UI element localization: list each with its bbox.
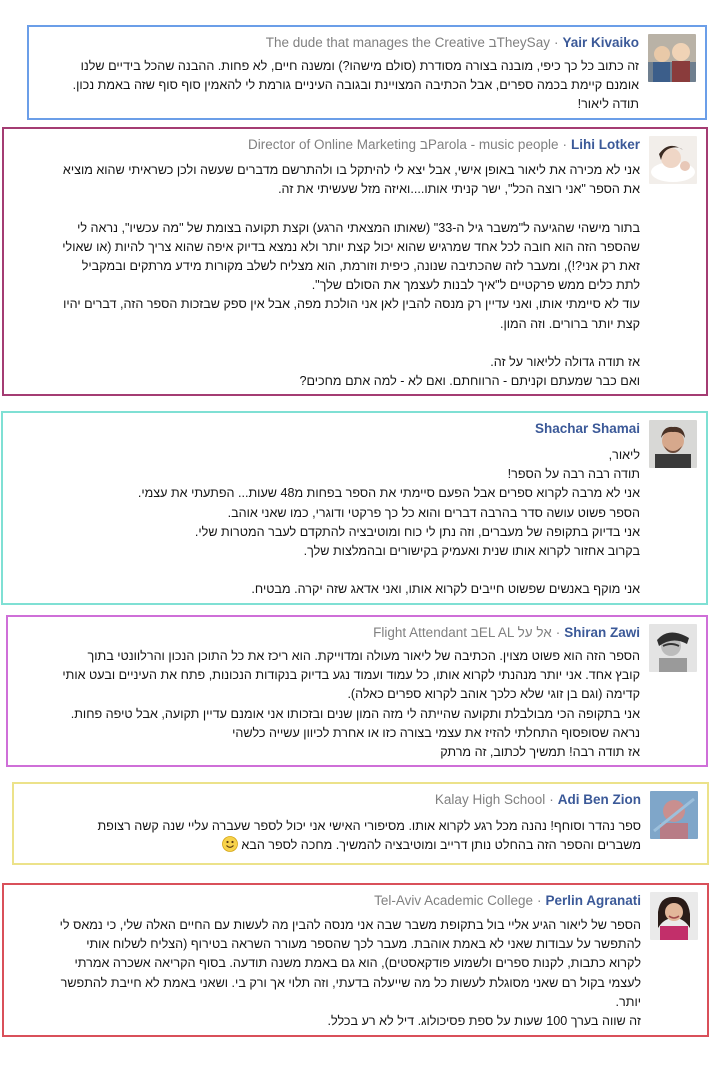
avatar[interactable]	[649, 420, 697, 468]
blank-line	[62, 334, 640, 353]
text-line: אני לא מכירה את ליאור באופן אישי, אבל יצא לי להיתקל בו ולהתרשם מדברים שעשה ולכן כשראיתי שהוא מוציא	[62, 163, 640, 177]
text-line: נראה שסופסוף התחלתי להזיז את עצמי בצורה כזו או אחרת לכיוון עשייה כלשהי	[232, 725, 640, 740]
avatar[interactable]	[649, 624, 697, 672]
blank-line	[138, 561, 640, 580]
author-role: Flight Attendant בEL AL אל על	[373, 625, 552, 640]
text-line: משברים והספר הזה בהחלט נותן דרייב ומוטיבציה להמשיך. מחכה לספר הבא	[241, 838, 641, 853]
text-line: הספר הזה הוא פשוט מצוין. הכתיבה של ליאור מעולה ומדוייקת. הוא ריכז את כל התוכן הנכון והרלוונטי בתוך	[87, 649, 640, 663]
separator: ·	[555, 625, 561, 640]
testimonial-text	[62, 647, 640, 762]
testimonial-card	[2, 883, 709, 1037]
author-line	[373, 624, 640, 642]
blank-line	[62, 199, 640, 218]
testimonial-text	[73, 57, 639, 115]
text-line: הספר פשוט עושה סדר בהרבה דברים והוא כל כך פרקטי ודוגרי, כמו שאני אוהב.	[227, 505, 640, 520]
avatar[interactable]	[649, 136, 697, 184]
author-line	[535, 420, 640, 438]
text-line: אז תודה גדולה לליאור על זה.	[490, 355, 640, 369]
author-role: Tel-Aviv Academic College	[374, 893, 533, 908]
text-line: להתפשר על עבודות שאני לא באמת אוהבת. מעבר לכך שהספר מעורר השראה בטירוף (הצליח לשלוח אותי	[86, 937, 641, 952]
text-line: זה שווה בערך 100 שעות על ספת פסיכולוג. דיל לא רע בכלל.	[327, 1014, 641, 1029]
text-line: זה כתוב כל כך כיפי, מובנה בצורה מסודרת (סולם מישהו?) ומשנה חיים, לא פחות. ההבנה שהכל בידיים שלנו	[80, 59, 639, 73]
author-name[interactable]: Lihi Lotker	[570, 137, 640, 152]
author-line	[435, 791, 641, 809]
text-line: ואם כבר שמעתם וקניתם - הרווחתם. ואם לא - למה אתם מחכים?	[299, 374, 640, 389]
text-line: אומנם קיימת בכמה ספרים, אבל הכתיבה המצויינת ובגובה העיניים גורמת לי להאמין סוף סוף שזה באמת נכון.	[72, 78, 639, 93]
testimonial-card	[27, 25, 707, 120]
text-line: אני בדיוק בתקופה של מעברים, וזה נתן לי כוח ומוטיבציה להתקדם לעבר המטרות שלי.	[194, 524, 640, 539]
author-line	[248, 136, 640, 154]
avatar[interactable]	[650, 791, 698, 839]
author-name[interactable]: Shiran Zawi	[564, 625, 640, 640]
text-line: הספר של ליאור הגיע אליי בול בתקופת משבר שבה אני מנסה להבין מה לעשות עם החיים האלה שלי, כי נמאס לי	[59, 918, 641, 932]
author-name[interactable]: Shachar Shamai	[534, 421, 640, 436]
testimonial-text	[62, 161, 640, 391]
smiley-icon	[222, 836, 238, 852]
author-role: Kalay High School	[434, 792, 546, 807]
author-role: The dude that manages the Creative בTheySay	[265, 35, 550, 50]
separator: ·	[553, 35, 559, 50]
separator: ·	[562, 137, 567, 152]
author-role: Director of Online Marketing בParola - music people	[248, 137, 559, 152]
testimonial-card	[6, 615, 708, 767]
text-line: קדימה (וגם בן זוגי שלא כלכך אוהב לקרוא ספרים כאלה).	[347, 687, 640, 702]
text-line: אז תודה רבה! תמשיך לכתוב, זה מרתק	[440, 745, 640, 760]
testimonial-card	[1, 411, 708, 605]
separator: ·	[549, 792, 554, 807]
text-line: תודה רבה רבה על הספר!	[507, 467, 640, 482]
text-line: אני לא מרבה לקרוא ספרים אבל הפעם סיימתי את הספר בפחות מ48 שעות... הפתעתי את עצמי.	[137, 486, 640, 501]
text-line: לתת כלים ממש פרקטיים ל"איך לבנות לעצמך את הסולם שלך".	[311, 278, 640, 293]
text-line: תודה ליאור!	[577, 97, 639, 112]
testimonial-card	[12, 782, 709, 865]
text-line: ליאור,	[608, 448, 640, 462]
author-line	[374, 892, 641, 910]
text-line: עוד לא סיימתי אותו, ואני עדיין רק מנסה להבין לאן אני הולכת מפה, אבל אין ספק שבזכות הספר הזה, דברים יהיו	[63, 297, 640, 312]
text-line: זאת רק אני?!), ומעבר לזה שהכתיבה שנונה, כיפית וזורמת, הוא מצליח לשלב מקורות מידע מרתקים ובמקביל	[81, 259, 640, 273]
text-line: לקרוא כתבות, לקנות ספרים ולשמוע פודקאסטים), הוא גם באמת משנה תודעה. בסוף הקריאה אשכרה אמרתי	[74, 956, 641, 971]
avatar[interactable]	[648, 34, 696, 82]
text-line: בתור מישהי שהגיעה ל"משבר גיל ה-33" (שאותו המצאתי הרגע) וקצת תקועה בצומת של "מה עכשיו", נראה לי	[77, 220, 640, 235]
author-line	[266, 34, 639, 52]
author-name[interactable]: Yair Kivaiko	[562, 35, 639, 50]
testimonial-text	[60, 916, 641, 1031]
text-line: שהספר הזה הוא חובה לכל אחד שמרגיש שהוא יכול קצת יותר ולא נמצא בדיוק איפה שהוא צריך להיות (או שאולי	[62, 239, 640, 254]
testimonial-text	[138, 446, 640, 600]
author-name[interactable]: Adi Ben Zion	[557, 792, 641, 807]
text-line: ספר נהדר וסוחף! נהנה מכל רגע לקרוא אותו. מסיפורי האישי אני יכול לספר שעברה עליי שנה קשה רצופת	[97, 819, 641, 833]
text-line: קובץ אחד. אני יותר מנהנתי לקרוא אותו, כל עמוד ועמוד נגע בדיוק בנקודות הנכונות, פתח את העיניים ובעט אותי	[62, 668, 640, 683]
text-line: קצת יותר ברורים. וזה המון.	[499, 316, 640, 331]
text-line: אני בתקופה הכי מבולבלת ותקועה שהייתה לי מזה המון שנים ובזכותו אני אומנם עדיין תקועה, אבל טיפה פחות.	[70, 706, 640, 721]
text-line: לעצמי בקול רם שאני מסוגלת לעשות כל מה שייעלה בדעתי, וזה תלוי אך ורק בי. ושאני באמת לא חייבת להתפשר	[60, 975, 641, 990]
separator: ·	[536, 893, 542, 908]
text-line: אני מוקף באנשים שפשוט חייבים לקרוא אותו, ואני אדאג שזה יקרה. מבטיח.	[251, 582, 640, 597]
text-line: את הספר "אני רוצה הכל", ישר קניתי אותו....ואיזה מזל שעשיתי את זה.	[278, 182, 640, 197]
text-line-with-emoji	[97, 836, 641, 855]
text-line: יותר.	[615, 994, 641, 1009]
testimonial-card	[2, 127, 708, 396]
avatar[interactable]	[650, 892, 698, 940]
author-name[interactable]: Perlin Agranati	[545, 893, 641, 908]
text-line: בקרוב אחזור לקרוא אותו שנית ואעמיק בקישורים ובהמלצות שלך.	[303, 544, 640, 559]
testimonial-text	[97, 817, 641, 855]
